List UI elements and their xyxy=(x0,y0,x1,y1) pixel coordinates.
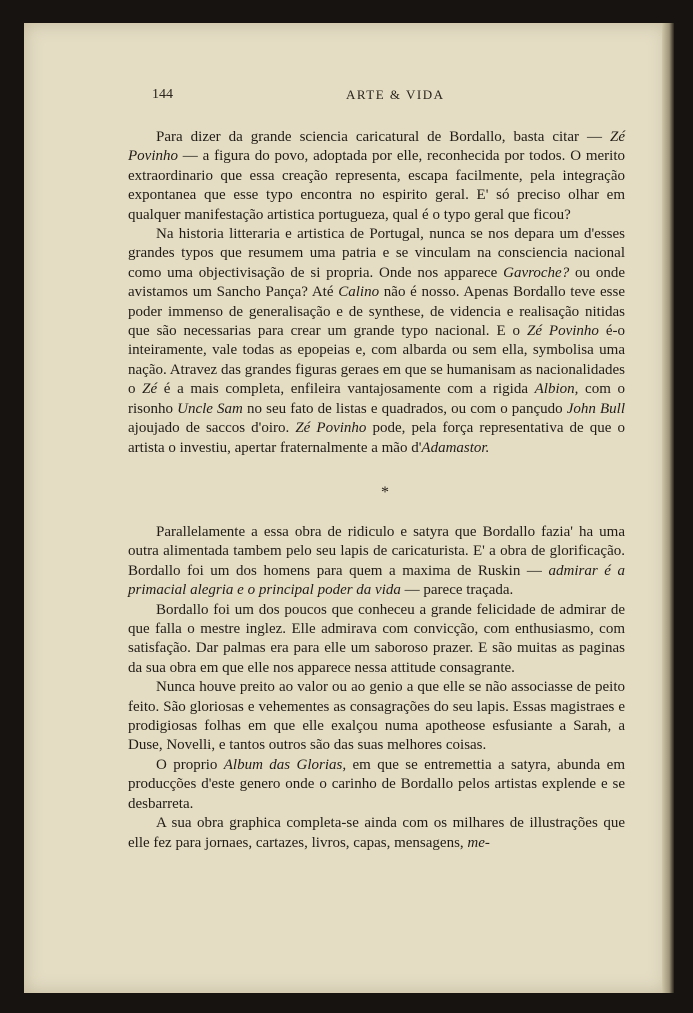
paragraph xyxy=(128,523,625,601)
italic-text: Adamastor. xyxy=(421,439,490,456)
text-run: — a figura do povo, adoptada por elle, reconhecida por todos. O merito extraordinario que essa creação representa, escapa facilmente, pela integração expontanea que esse typo encontra no espirito geral. E' só preciso olhar em qualquer manifestação artistica portugueza, qual é o typo geral que ficou? xyxy=(128,148,625,223)
text-run: Para dizer da grande sciencia caricatural de Bordallo, basta citar — xyxy=(156,129,610,145)
text-run: com o risonho xyxy=(128,381,625,417)
page-edge xyxy=(662,23,674,993)
paragraph xyxy=(128,814,625,853)
text-run: ou onde avistamos um Sancho Pança? Até xyxy=(128,264,625,301)
italic-text: me- xyxy=(467,834,490,851)
page-number: 144 xyxy=(152,87,173,102)
text-run: em que se entremettia a satyra, abunda em producções d'este genero onde o carinho de Bordallo pelos artistas explende e se desbarreta. xyxy=(128,756,625,812)
italic-text: Album das Glorias, xyxy=(223,756,347,773)
italic-text: Zé Povinho xyxy=(295,420,367,437)
paragraph xyxy=(128,678,625,756)
italic-text: Albion, xyxy=(534,381,579,398)
italic-text: Gavroche? xyxy=(503,264,570,281)
body-section-2 xyxy=(128,523,625,853)
text-run: ajoujado de saccos d'oiro. xyxy=(128,420,296,437)
italic-text: Calino xyxy=(338,284,380,301)
section-separator: * xyxy=(381,484,389,501)
text-run: Parallelamente a essa obra de ridiculo e satyra que Bordallo fazia' ha uma outra alimentada tambem pelo seu lapis de caricaturista. E' a obra de glorificação. Bordallo foi um dos homens para quem a maxima de Ruskin — xyxy=(128,524,625,579)
running-title: ARTE & VIDA xyxy=(346,87,445,102)
text-run: no seu fato de listas e quadrados, ou com o pançudo xyxy=(242,400,567,417)
text-run: O proprio xyxy=(156,756,224,773)
text-run: é-o inteiramente, vale todas as epopeias e, com albarda ou sem ella, symbolisa uma nação. Atravez das grandes figuras geraes em que se humanisam as nacionalidades o xyxy=(128,323,625,398)
italic-text: Zé xyxy=(142,381,158,398)
italic-text: Zé Povinho xyxy=(128,129,625,165)
text-run: — parece traçada. xyxy=(400,582,514,599)
text-run: Na historia litteraria e artistica de Portugal, nunca se nos depara um d'esses grandes typos que resumem uma patria e se vinculam na consciencia nacional como uma objectivisação de si propria. Onde nos apparece xyxy=(128,226,625,281)
paragraph xyxy=(128,225,625,458)
italic-text: John Bull xyxy=(566,400,626,417)
text-run: Bordallo foi um dos poucos que conheceu a grande felicidade de admirar de que falla o mestre inglez. Elle admirava com convicção, com enthusiasmo, com satisfação. Dar palmas era para elle um saboroso prazer. E são muitas as paginas da sua obra em que elle nos apparece nessa attitude consagrante. xyxy=(128,601,625,676)
italic-text: Uncle Sam xyxy=(177,400,243,417)
body-section-1 xyxy=(128,128,625,458)
text-run: Nunca houve preito ao valor ou ao genio a que elle se não associasse de peito feito. São gloriosas e vehementes as consagrações do seu lapis. Essas magistraes e prodigiosas folhas em que elle exalçou numa apotheose esfusiante a Sarah, a Duse, Novelli, e tantos outros são das suas melhores coisas. xyxy=(128,679,625,754)
text-run: pode, pela força representativa de que o artista o investiu, apertar fraternalmente a mão d' xyxy=(128,420,625,456)
text-run: é a mais completa, enfileira vantajosamente com a rigida xyxy=(157,381,535,398)
text-run: não é nosso. Apenas Bordallo teve esse poder immenso de generalisação e de synthese, de videncia e realisação nitidas que são necessarias para crear um grande typo nacional. E o xyxy=(128,284,625,340)
italic-text: admirar é a primacial alegria e o principal poder da vida xyxy=(128,562,625,599)
italic-text: Zé Povinho xyxy=(526,323,599,340)
paragraph xyxy=(128,756,625,814)
paragraph xyxy=(128,128,625,225)
paragraph xyxy=(128,601,625,679)
page-header xyxy=(24,85,667,105)
text-run: A sua obra graphica completa-se ainda com os milhares de illustrações que elle fez para jornaes, cartazes, livros, capas, mensagens, xyxy=(128,815,625,851)
